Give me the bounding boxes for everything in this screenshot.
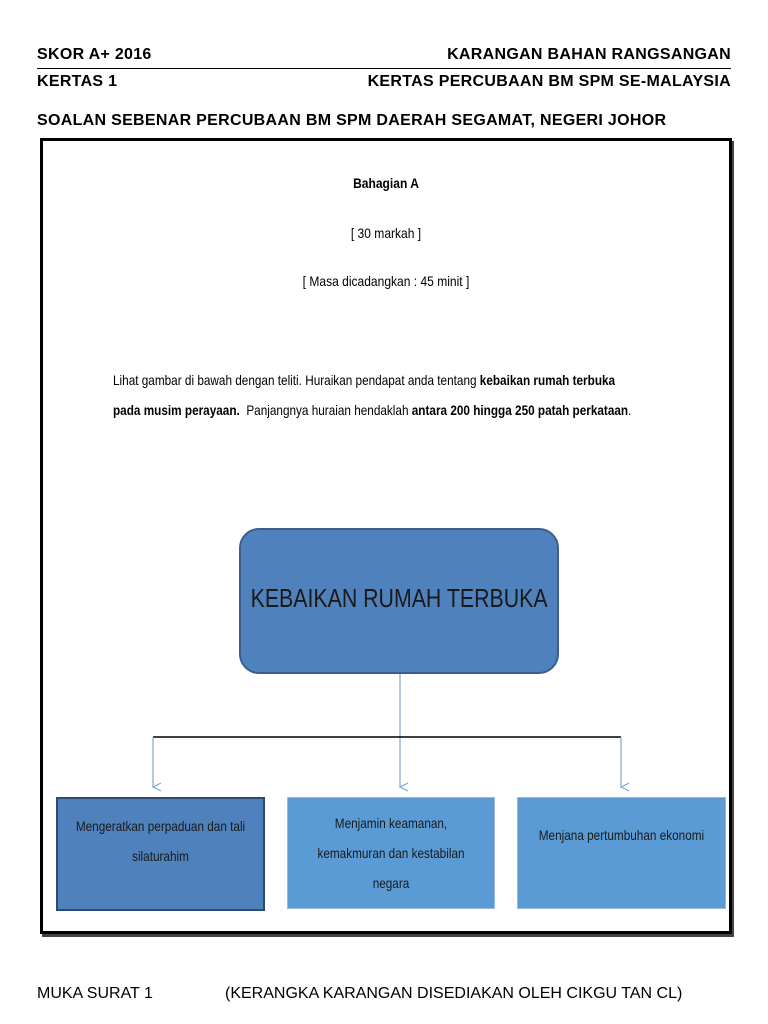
point-box-2	[287, 797, 495, 909]
instruction-line-2-bold: pada musim perayaan.	[113, 402, 240, 418]
header-exam-label: KERTAS PERCUBAAN BM SPM SE-MALAYSIA	[367, 73, 731, 90]
header-paper-label: KERTAS 1	[37, 73, 118, 90]
main-topic-title: KEBAIKAN RUMAH TERBUKA	[250, 582, 548, 613]
point-box-1	[56, 797, 265, 911]
instruction-line-2-text: Panjangnya huraian hendaklah	[239, 402, 412, 418]
point-box-2-text: Menjamin keamanan, kemakmuran dan kestabilan negara	[317, 815, 465, 891]
instruction-line-2-bold-2: antara 200 hingga 250 patah perkataan	[411, 402, 629, 418]
header-divider	[37, 68, 731, 69]
section-title: Bahagian A	[353, 175, 419, 191]
instruction-line-2-end: .	[628, 402, 632, 418]
question-frame	[40, 138, 732, 934]
header-topic-label: KARANGAN BAHAN RANGSANGAN	[447, 46, 731, 63]
instruction-line-1-bold: kebaikan rumah terbuka	[479, 372, 616, 388]
page-number: MUKA SURAT 1	[37, 985, 153, 1002]
main-topic-box	[239, 528, 559, 674]
document-subtitle: SOALAN SEBENAR PERCUBAAN BM SPM DAERAH SEGAMAT, NEGERI JOHOR	[37, 112, 667, 129]
time-label: [ Masa dicadangkan : 45 minit ]	[302, 273, 470, 289]
point-box-3-text: Menjana pertumbuhan ekonomi	[538, 827, 705, 843]
point-box-1-text: Mengeratkan perpaduan dan tali silaturahim	[75, 818, 246, 864]
point-box-3	[517, 797, 726, 909]
footer-credit: (KERANGKA KARANGAN DISEDIAKAN OLEH CIKGU TAN CL)	[225, 985, 683, 1002]
instruction-line-1-text: Lihat gambar di bawah dengan teliti. Huraikan pendapat anda tentang	[113, 372, 480, 388]
marks-label: [ 30 markah ]	[350, 225, 422, 241]
header-score-label: SKOR A+ 2016	[37, 46, 152, 63]
